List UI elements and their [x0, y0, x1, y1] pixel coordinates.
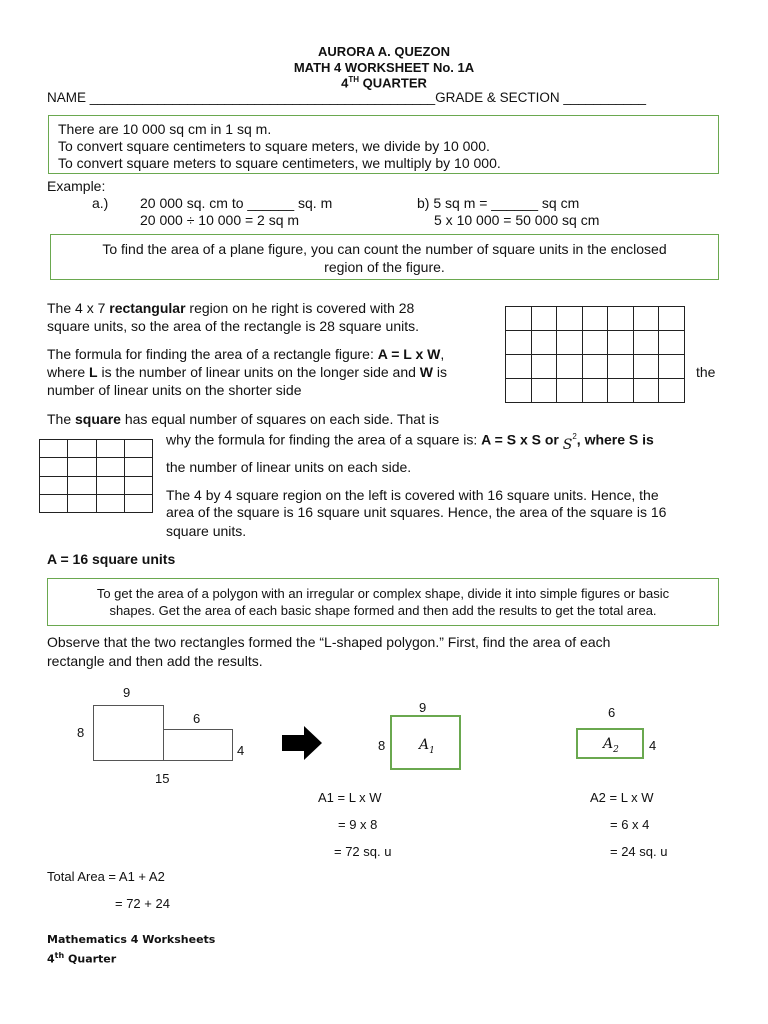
grid-row	[40, 476, 153, 494]
sqf-c: , where S is	[576, 431, 654, 448]
rect-text-c: region on he right is covered with 28	[185, 300, 415, 316]
a1-calc-line-2: = 9 x 8	[338, 817, 378, 832]
a1-label	[419, 735, 435, 760]
square-result: A = 16 square units	[47, 551, 176, 567]
grid-cell	[633, 307, 659, 331]
grid-cell	[506, 331, 532, 355]
grid-cell	[124, 458, 152, 476]
grid-cell	[608, 379, 634, 403]
grid-cell	[531, 355, 557, 379]
grid-cell	[40, 494, 68, 512]
grid-cell	[608, 355, 634, 379]
example-b-question: b) 5 sq m = ______ sq cm	[417, 195, 580, 211]
grid-row	[40, 440, 153, 458]
example-b-solution: 5 x 10 000 = 50 000 sq cm	[434, 212, 600, 228]
a2-letter: A	[603, 736, 614, 752]
grid-row	[40, 458, 153, 476]
a2-calc-line-1: A2 = L x W	[590, 790, 654, 805]
rectangle-formula-line-3: number of linear units on the shorter side	[47, 382, 302, 398]
grid-cell	[68, 494, 96, 512]
a2-right-label: 4	[649, 738, 657, 753]
formula-text-a: The formula for finding the area of a rectangle figure:	[47, 346, 378, 362]
square-formula-line	[166, 428, 654, 453]
area-definition-line-1: To find the area of a plane figure, you can count the number of square units in the enclosed	[102, 241, 667, 257]
footer-line-1: Mathematics 4 Worksheets	[47, 933, 216, 946]
total-area-line-2: = 72 + 24	[115, 896, 170, 911]
conversion-line-2: To convert square centimeters to square meters, we divide by 10 000.	[58, 138, 490, 154]
footer-sup: th	[54, 951, 65, 960]
grid-cell	[96, 440, 124, 458]
sqf-sup: 2	[572, 432, 577, 441]
right-arrow-icon	[282, 726, 322, 760]
square-text-line-5: area of the square is 16 square unit squares. Hence, the area of the square is 16	[166, 504, 667, 520]
grid-cell	[557, 307, 583, 331]
square-text-line-4: The 4 by 4 square region on the left is covered with 16 square units. Hence, the	[166, 487, 659, 503]
area-definition-line-2: region of the figure.	[324, 259, 445, 275]
square-text-line-3: the number of linear units on each side.	[166, 459, 412, 475]
l-shape-top-label: 9	[123, 685, 131, 700]
grid-cell	[68, 476, 96, 494]
grid-cell	[633, 379, 659, 403]
grid-cell	[68, 458, 96, 476]
grid-row	[506, 379, 685, 403]
worksheet-title: MATH 4 WORKSHEET No. 1A	[293, 60, 475, 75]
grid-cell	[531, 379, 557, 403]
footer-num: 4	[47, 952, 55, 966]
f2-c: is the number of linear units on the longer side and	[97, 364, 420, 380]
a2-calc-line-3: = 24 sq. u	[610, 844, 668, 859]
sqf-a: why the formula for finding the area of a square is:	[166, 431, 482, 448]
footer-line-2	[47, 947, 116, 969]
grid-cell	[557, 355, 583, 379]
rectangle-text-line-1	[47, 299, 414, 317]
grid-cell	[659, 355, 685, 379]
example-a-question: 20 000 sq. cm to ______ sq. m	[140, 195, 333, 211]
a2-rectangle	[576, 728, 644, 759]
grid-cell	[506, 355, 532, 379]
grid-cell	[633, 355, 659, 379]
grid-cell	[506, 379, 532, 403]
sq-a: The	[47, 411, 76, 427]
grid-cell	[582, 355, 608, 379]
sq-b: square	[75, 411, 121, 427]
example-a-solution: 20 000 ÷ 10 000 = 2 sq m	[140, 212, 300, 228]
grid-row	[506, 355, 685, 379]
name-grade-line: NAME ______________________________________________GRADE & SECTION ___________	[47, 90, 646, 105]
grid-cell	[531, 331, 557, 355]
footer-rest: Quarter	[64, 952, 117, 966]
a1-subscript: 1	[429, 745, 435, 756]
example-label: Example:	[47, 178, 106, 194]
rectangle-formula-line-2	[47, 363, 447, 381]
grid-cell	[582, 307, 608, 331]
formula-bold: A = L x W	[377, 346, 441, 362]
complex-shape-box	[47, 578, 719, 626]
area-definition-box	[50, 234, 719, 280]
a1-left-label: 8	[378, 738, 386, 753]
conversion-box	[48, 115, 719, 174]
l-shape-right-label: 4	[237, 743, 245, 758]
grid-row	[506, 331, 685, 355]
grid-row	[506, 307, 685, 331]
complex-shape-line-1: To get the area of a polygon with an irregular or complex shape, divide it into simple figures or basic	[96, 586, 670, 601]
l-shape-large-rect	[93, 705, 164, 761]
rect-text-a: The 4 x 7	[47, 300, 110, 316]
conversion-line-1: There are 10 000 sq cm in 1 sq m.	[58, 121, 272, 137]
grid-cell	[96, 494, 124, 512]
a1-rectangle	[390, 715, 461, 770]
grid-cell	[68, 440, 96, 458]
observe-line-2: rectangle and then add the results.	[47, 653, 263, 669]
a2-top-label: 6	[608, 705, 616, 720]
l-shape-small-rect	[163, 729, 233, 761]
arrow-shape	[282, 726, 322, 760]
grid-cell	[96, 458, 124, 476]
f2-b: L	[89, 364, 98, 380]
grid-cell	[659, 307, 685, 331]
a2-calc-line-2: = 6 x 4	[610, 817, 650, 832]
grid-cell	[506, 307, 532, 331]
grid-cell	[531, 307, 557, 331]
a1-top-label: 9	[419, 700, 427, 715]
f2-a: where	[47, 364, 90, 380]
grid-row	[40, 494, 153, 512]
complex-shape-line-2: shapes. Get the area of each basic shape formed and then add the results to get the total area.	[109, 603, 657, 618]
conversion-line-3: To convert square meters to square centimeters, we multiply by 10 000.	[58, 155, 501, 171]
l-shape-left-label: 8	[77, 725, 85, 740]
sq-c: has equal number of squares on each side. That is	[120, 411, 439, 427]
a2-subscript: 2	[613, 744, 619, 755]
grid-cell	[582, 331, 608, 355]
grid-cell	[557, 379, 583, 403]
formula-text-c: ,	[440, 346, 445, 362]
grid-cell	[124, 494, 152, 512]
square-text-line-6: square units.	[166, 523, 247, 539]
rectangle-formula-the: the	[696, 364, 716, 380]
l-shape-bottom-label: 15	[155, 771, 170, 786]
rectangle-formula-line-1	[47, 345, 444, 363]
a1-calc-line-1: A1 = L x W	[318, 790, 382, 805]
grid-cell	[659, 331, 685, 355]
grid-cell	[124, 476, 152, 494]
l-shape-small-top-label: 6	[193, 711, 201, 726]
grid-cell	[608, 331, 634, 355]
grid-cell	[124, 440, 152, 458]
square-text-line-1	[47, 410, 439, 428]
quarter-suffix: TH	[348, 75, 359, 84]
grid-cell	[40, 440, 68, 458]
example-a-label: a.)	[92, 195, 109, 211]
f2-e: is	[433, 364, 448, 380]
grid-cell	[557, 331, 583, 355]
quarter-number: 4	[341, 75, 349, 91]
a1-calc-line-3: = 72 sq. u	[334, 844, 392, 859]
observe-line-1: Observe that the two rectangles formed the “L-shaped polygon.” First, find the area of each	[47, 634, 611, 650]
grid-cell	[659, 379, 685, 403]
a1-letter: A	[419, 737, 430, 753]
grid-cell	[40, 458, 68, 476]
a2-label	[603, 734, 619, 759]
grid-cell	[40, 476, 68, 494]
square-grid	[39, 439, 153, 513]
author-name: AURORA A. QUEZON	[318, 44, 450, 59]
sqf-b: A = S x S or	[481, 431, 563, 448]
grid-cell	[633, 331, 659, 355]
quarter-word: QUARTER	[359, 75, 427, 91]
total-area-line-1: Total Area = A1 + A2	[47, 869, 165, 884]
grid-cell	[96, 476, 124, 494]
f2-d: W	[419, 364, 434, 380]
grid-cell	[582, 379, 608, 403]
grid-cell	[608, 307, 634, 331]
rect-text-bold: rectangular	[109, 300, 186, 316]
rectangle-grid	[505, 306, 685, 403]
sqf-s: S	[562, 436, 573, 453]
rectangle-text-line-2: square units, so the area of the rectangle is 28 square units.	[47, 318, 420, 334]
